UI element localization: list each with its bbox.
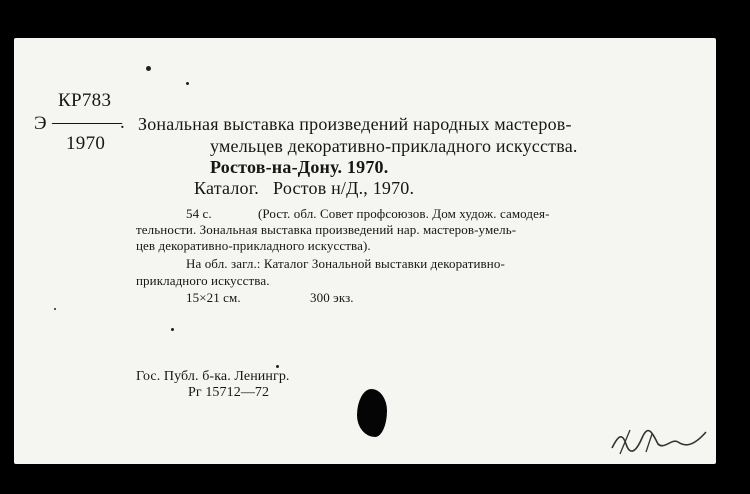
note-line-2: прикладного искусства. <box>136 273 270 288</box>
speck <box>171 328 174 331</box>
note-line-1: На обл. загл.: Каталог Зональной выставки декоративно- <box>186 256 505 271</box>
index-year: 1970 <box>66 133 106 154</box>
catalog-card <box>14 38 716 464</box>
copies: 300 экз. <box>310 290 354 305</box>
index-letter: Э <box>34 113 47 134</box>
pages: 54 с. <box>186 206 212 221</box>
imprint: Каталог. Ростов н/Д., 1970. <box>194 178 415 198</box>
library-stamp: Гос. Публ. б-ка. Ленингр. <box>136 369 290 384</box>
registration-number: Рг 15712—72 <box>188 385 270 400</box>
handwritten-mark <box>606 418 714 458</box>
series-line-1: (Рост. обл. Совет профсоюзов. Дом худож. самодея- <box>258 206 550 221</box>
series-line-3: цев декоративно-прикладного искусства). <box>136 238 371 253</box>
speck <box>54 308 56 310</box>
index-rule: ————. <box>52 112 123 133</box>
shelfmark: КР783 <box>58 90 112 111</box>
ink-blot <box>357 389 387 437</box>
format: 15×21 см. <box>186 290 241 305</box>
speck <box>146 66 151 71</box>
title-line-1: Зональная выставка произведений народных мастеров- <box>138 114 572 134</box>
speck <box>276 365 279 368</box>
title-line-3: Ростов-на-Дону. 1970. <box>210 157 389 177</box>
series-line-2: тельности. Зональная выставка произведений нар. мастеров-умель- <box>136 222 517 237</box>
speck <box>186 82 189 85</box>
title-line-2: умельцев декоративно-прикладного искусства. <box>210 136 578 156</box>
